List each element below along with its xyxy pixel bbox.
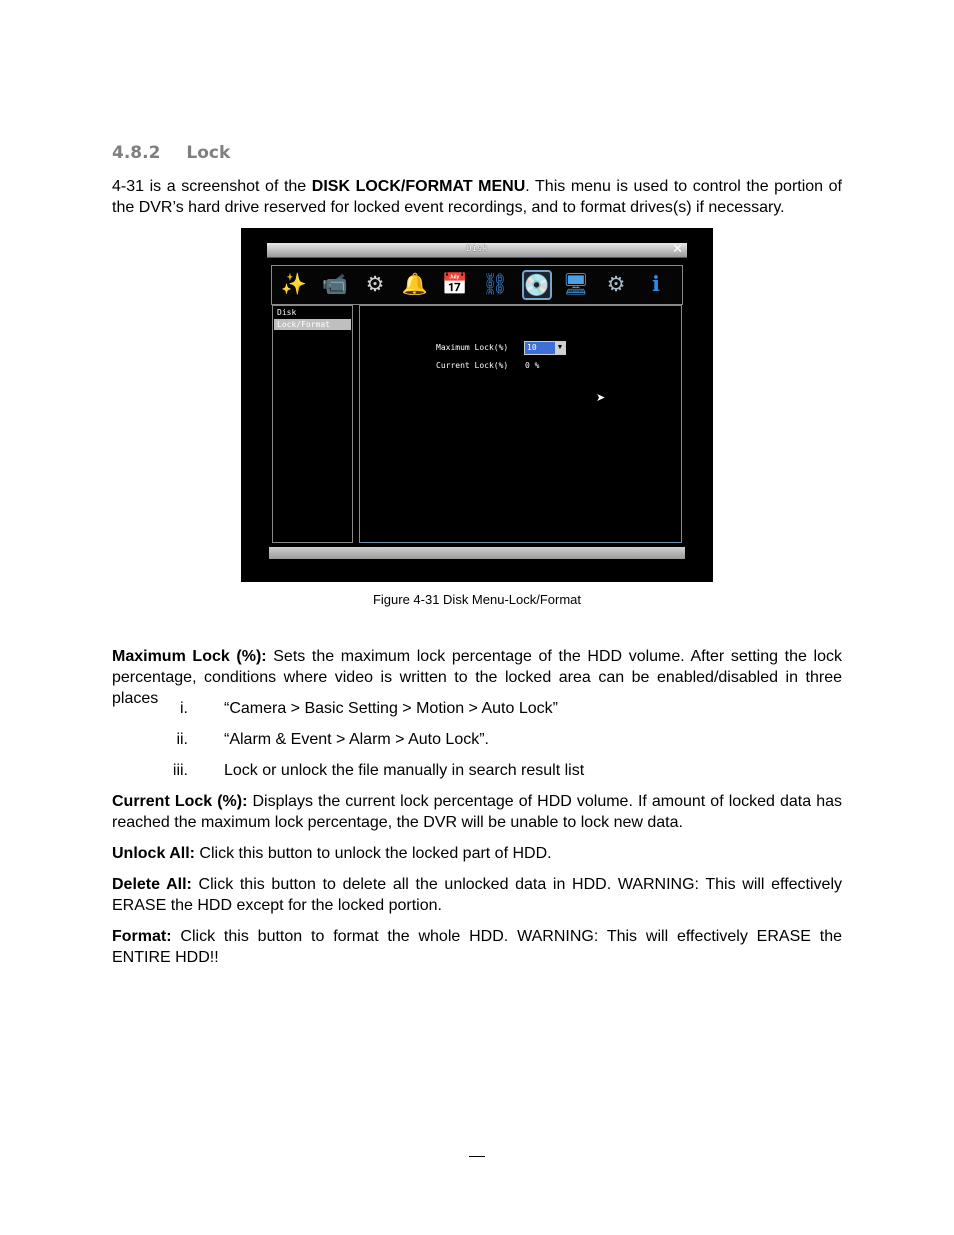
delete-all-description — [112, 874, 842, 916]
disk-menu-screenshot — [241, 228, 713, 582]
max-lock-select[interactable] — [524, 341, 566, 355]
submenu-item-lock-format[interactable]: Lock/Format — [274, 319, 351, 330]
list-number: i. — [180, 700, 188, 717]
intro-rest: . This menu is used to control the portion of the DVR’s hard drive reserved for locked event recordings, and to format drives(s) if necessary. — [112, 178, 843, 216]
current-lock-label: Current Lock(%) — [436, 361, 509, 370]
lock-settings-panel — [359, 305, 682, 543]
current-lock-description — [112, 791, 842, 833]
figure-caption: Figure 4-31 Disk Menu-Lock/Format — [372, 592, 582, 607]
intro-paragraph — [112, 176, 842, 218]
dvr-window — [267, 243, 687, 563]
window-titlebar — [267, 243, 687, 258]
gears-icon[interactable]: ⚙ — [606, 272, 626, 296]
list-text: Lock or unlock the file manually in search result list — [224, 762, 585, 779]
film-reel-icon[interactable]: ⚙ — [365, 272, 385, 296]
page-number-mark — [469, 1156, 485, 1157]
unlock-all-description — [112, 843, 842, 864]
list-number: iii. — [172, 762, 188, 779]
monitor-icon[interactable]: 🖥 — [562, 271, 590, 296]
delete-all-term: Delete All: — [112, 876, 192, 893]
network-icon[interactable]: ⛓ — [481, 271, 509, 296]
close-icon[interactable]: ✕ — [672, 242, 683, 257]
section-heading — [112, 143, 230, 163]
submenu-list — [272, 305, 353, 543]
current-lock-value: 0 % — [525, 361, 540, 370]
wizard-icon[interactable]: ✨ — [280, 271, 308, 296]
list-text: “Alarm & Event > Alarm > Auto Lock”. — [224, 731, 489, 748]
camera-icon[interactable]: 📹 — [321, 271, 349, 296]
max-lock-term: Maximum Lock (%): — [112, 648, 267, 665]
intro-menu-name: DISK LOCK/FORMAT MENU — [311, 178, 526, 195]
window-status-bar — [269, 547, 685, 559]
window-title: Disk — [466, 244, 488, 254]
section-number: 4.8.2 — [112, 143, 161, 163]
max-lock-text: Sets the maximum lock percentage of the HDD volume. After setting the lock percentage, conditions where video is written to the locked area can be enabled/disabled in three places — [112, 648, 842, 707]
mouse-pointer-icon: ➤ — [596, 392, 606, 404]
current-lock-term: Current Lock (%): — [112, 793, 248, 810]
calendar-clock-icon[interactable]: 📅 — [441, 271, 469, 296]
current-lock-text: Displays the current lock percentage of HDD volume. If amount of locked data has reached the maximum lock percentage, the DVR will be unable to lock new data. — [112, 793, 842, 831]
format-description — [112, 926, 842, 968]
info-icon[interactable]: ℹ — [652, 272, 660, 296]
format-term: Format: — [112, 928, 172, 945]
delete-all-text: Click this button to delete all the unlocked data in HDD. WARNING: This will effectively ERASE the HDD except for the locked portion. — [112, 876, 842, 914]
chevron-down-icon: ▼ — [555, 342, 565, 354]
unlock-all-term: Unlock All: — [112, 845, 195, 862]
list-text: “Camera > Basic Setting > Motion > Auto Lock” — [224, 700, 558, 717]
list-number: ii. — [176, 731, 188, 748]
intro-lead: 4-31 is a screenshot of the — [112, 178, 312, 195]
bell-icon[interactable]: 🔔 — [401, 271, 429, 296]
section-title: Lock — [186, 143, 231, 163]
menu-icon-bar — [271, 265, 683, 305]
max-lock-label: Maximum Lock(%) — [436, 343, 509, 352]
submenu-item-disk[interactable]: Disk — [277, 308, 297, 317]
max-lock-value: 10 — [527, 343, 537, 352]
unlock-all-text: Click this button to unlock the locked part of HDD. — [194, 845, 552, 862]
disk-icon[interactable]: 💿 — [522, 270, 552, 300]
format-text: Click this button to format the whole HDD. WARNING: This will effectively ERASE the ENTIRE HDD!! — [112, 928, 842, 966]
